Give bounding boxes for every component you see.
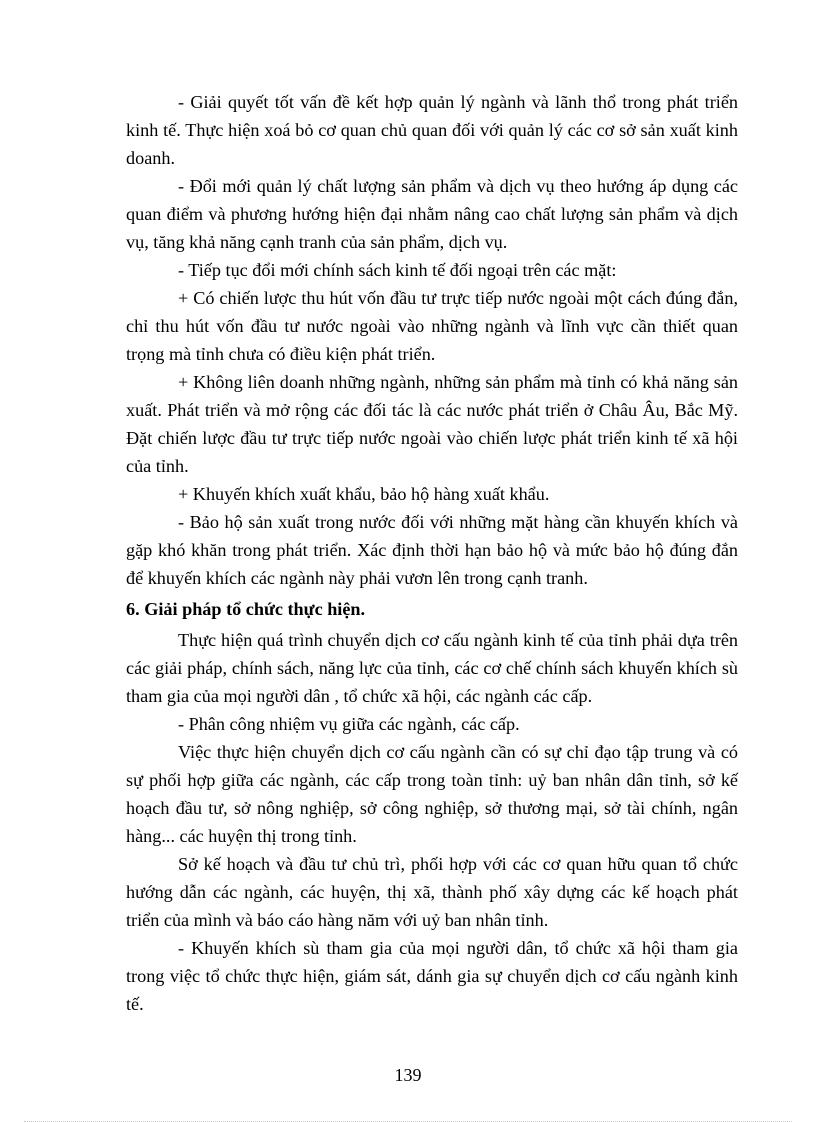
paragraph: - Giải quyết tốt vấn đề kết hợp quản lý ngành và lãnh thổ trong phát triển kinh tế. Thực hiện xoá bỏ cơ quan chủ quan đối với quản lý các cơ sở sản xuất kinh doanh. (126, 92, 738, 168)
paragraph: - Đổi mới quản lý chất lượng sản phẩm và dịch vụ theo hướng áp dụng các quan điểm và phương hướng hiện đại nhằm nâng cao chất lượng sản phẩm và dịch vụ, tăng khả năng cạnh tranh của sản phẩm, dịch vụ. (126, 176, 738, 252)
paragraph: - Khuyến khích sù tham gia của mọi người dân, tổ chức xã hội tham gia trong việc tổ chức thực hiện, giám sát, dánh gia sự chuyển dịch cơ cấu ngành kinh tế. (126, 938, 738, 1014)
paragraph: Việc thực hiện chuyển dịch cơ cấu ngành cần có sự chỉ đạo tập trung và có sự phối hợp giữa các ngành, các cấp trong toàn tỉnh: uỷ ban nhân dân tỉnh, sở kế hoạch đầu tư, sở nông nghiệp, sở công nghiệp, sở thương mại, sở tài chính, ngân hàng... các huyện thị trong tỉnh. (126, 742, 738, 846)
paragraph: + Không liên doanh những ngành, những sản phẩm mà tỉnh có khả năng sản xuất. Phát triển và mở rộng các đối tác là các nước phát triển ở Châu Âu, Bắc Mỹ. Đặt chiến lược đầu tư trực tiếp nước ngoài vào chiến lược phát triển kinh tế xã hội của tỉnh. (126, 372, 738, 476)
paragraph: Sở kế hoạch và đầu tư chủ trì, phối hợp với các cơ quan hữu quan tổ chức hướng dẫn các ngành, các huyện, thị xã, thành phố xây dựng các kế hoạch phát triển của mình và báo cáo hàng năm với uỷ ban nhân tỉnh. (126, 854, 738, 930)
paragraph: + Có chiến lược thu hút vốn đầu tư trực tiếp nước ngoài một cách đúng đắn, chỉ thu hút vốn đầu tư nước ngoài vào những ngành và lĩnh vực cần thiết quan trọng mà tỉnh chưa có điều kiện phát triển. (126, 288, 738, 364)
paragraph: - Phân công nhiệm vụ giữa các ngành, các cấp. (178, 714, 520, 734)
page-bottom-divider (24, 1121, 792, 1122)
paragraph: - Tiếp tục đổi mới chính sách kinh tế đối ngoại trên các mặt: (178, 260, 617, 280)
paragraph: + Khuyến khích xuất khẩu, bảo hộ hàng xuất khẩu. (178, 484, 550, 504)
section-heading: 6. Giải pháp tổ chức thực hiện. (126, 599, 366, 619)
paragraph: - Bảo hộ sản xuất trong nước đối với những mặt hàng cần khuyến khích và gặp khó khăn trong phát triển. Xác định thời hạn bảo hộ và mức bảo hộ đúng đắn để khuyến khích các ngành này phải vươn lên trong cạnh tranh. (126, 512, 738, 588)
paragraph: Thực hiện quá trình chuyển dịch cơ cấu ngành kinh tế của tỉnh phải dựa trên các giải pháp, chính sách, năng lực của tỉnh, các cơ chế chính sách khuyến khích sù tham gia của mọi người dân , tổ chức xã hội, các ngành các cấp. (126, 630, 738, 706)
page-body (126, 88, 738, 1018)
page-number: 139 (394, 1065, 422, 1085)
